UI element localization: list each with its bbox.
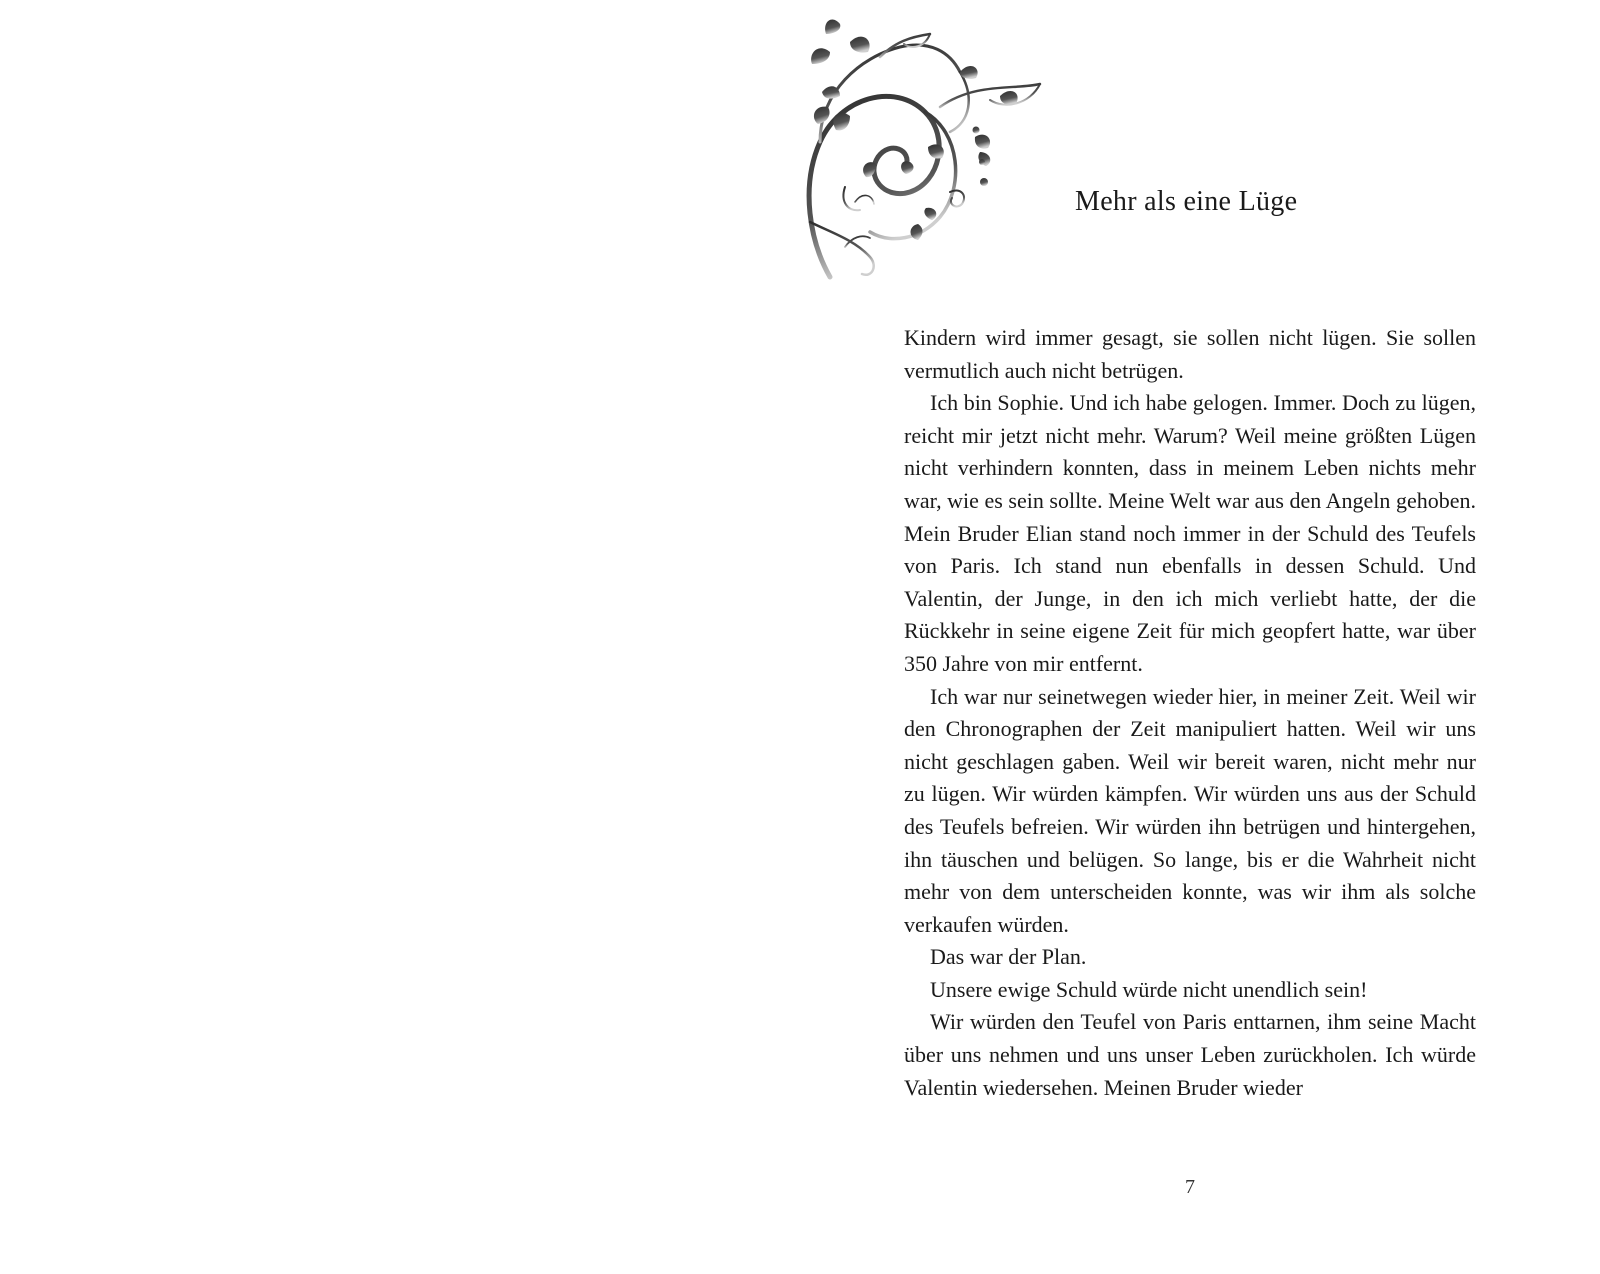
flourish-ornament-icon <box>800 12 1050 287</box>
paragraph: Unsere ewige Schuld würde nicht unendlich sein! <box>930 976 1368 1002</box>
paragraph: Kindern wird immer gesagt, sie sollen nicht lügen. Sie sollen vermutlich auch nicht betrügen. <box>904 325 1476 383</box>
left-page-blank <box>0 0 790 1274</box>
paragraph: Wir würden den Teufel von Paris enttarnen, ihm seine Macht über uns nehmen und uns unser Leben zurückholen. Ich würde Valentin wiedersehen. Meinen Bruder wieder <box>904 1009 1476 1100</box>
body-text <box>904 322 1476 1104</box>
page-number: 7 <box>1185 1176 1195 1198</box>
chapter-title: Mehr als eine Lüge <box>1075 186 1298 217</box>
paragraph: Ich war nur seinetwegen wieder hier, in meiner Zeit. Weil wir den Chronographen der Zeit manipuliert hatten. Weil wir uns nicht geschlagen gaben. Weil wir bereit waren, nicht mehr nur zu lügen. Wir würden kämpfen. Wir würden uns aus der Schuld des Teufels befreien. Wir würden ihn betrügen und hintergehen, ihn täuschen und belügen. So lange, bis er die Wahrheit nicht mehr von dem unterscheiden konnte, was wir ihm als solche verkaufen würden. <box>904 683 1476 937</box>
paragraph: Ich bin Sophie. Und ich habe gelogen. Immer. Doch zu lügen, reicht mir jetzt nicht mehr. Warum? Weil meine größten Lügen nicht verhindern konnten, dass in meinem Leben nichts mehr war, wie es sein sollte. Meine Welt war aus den Angeln gehoben. Mein Bruder Elian stand noch immer in der Schuld des Teufels von Paris. Ich stand nun ebenfalls in dessen Schuld. Und Valentin, der Junge, in den ich mich verliebt hatte, der die Rückkehr in seine eigene Zeit für mich geopfert hatte, war über 350 Jahre von mir entfernt. <box>904 390 1476 676</box>
paragraph: Das war der Plan. <box>930 944 1087 970</box>
